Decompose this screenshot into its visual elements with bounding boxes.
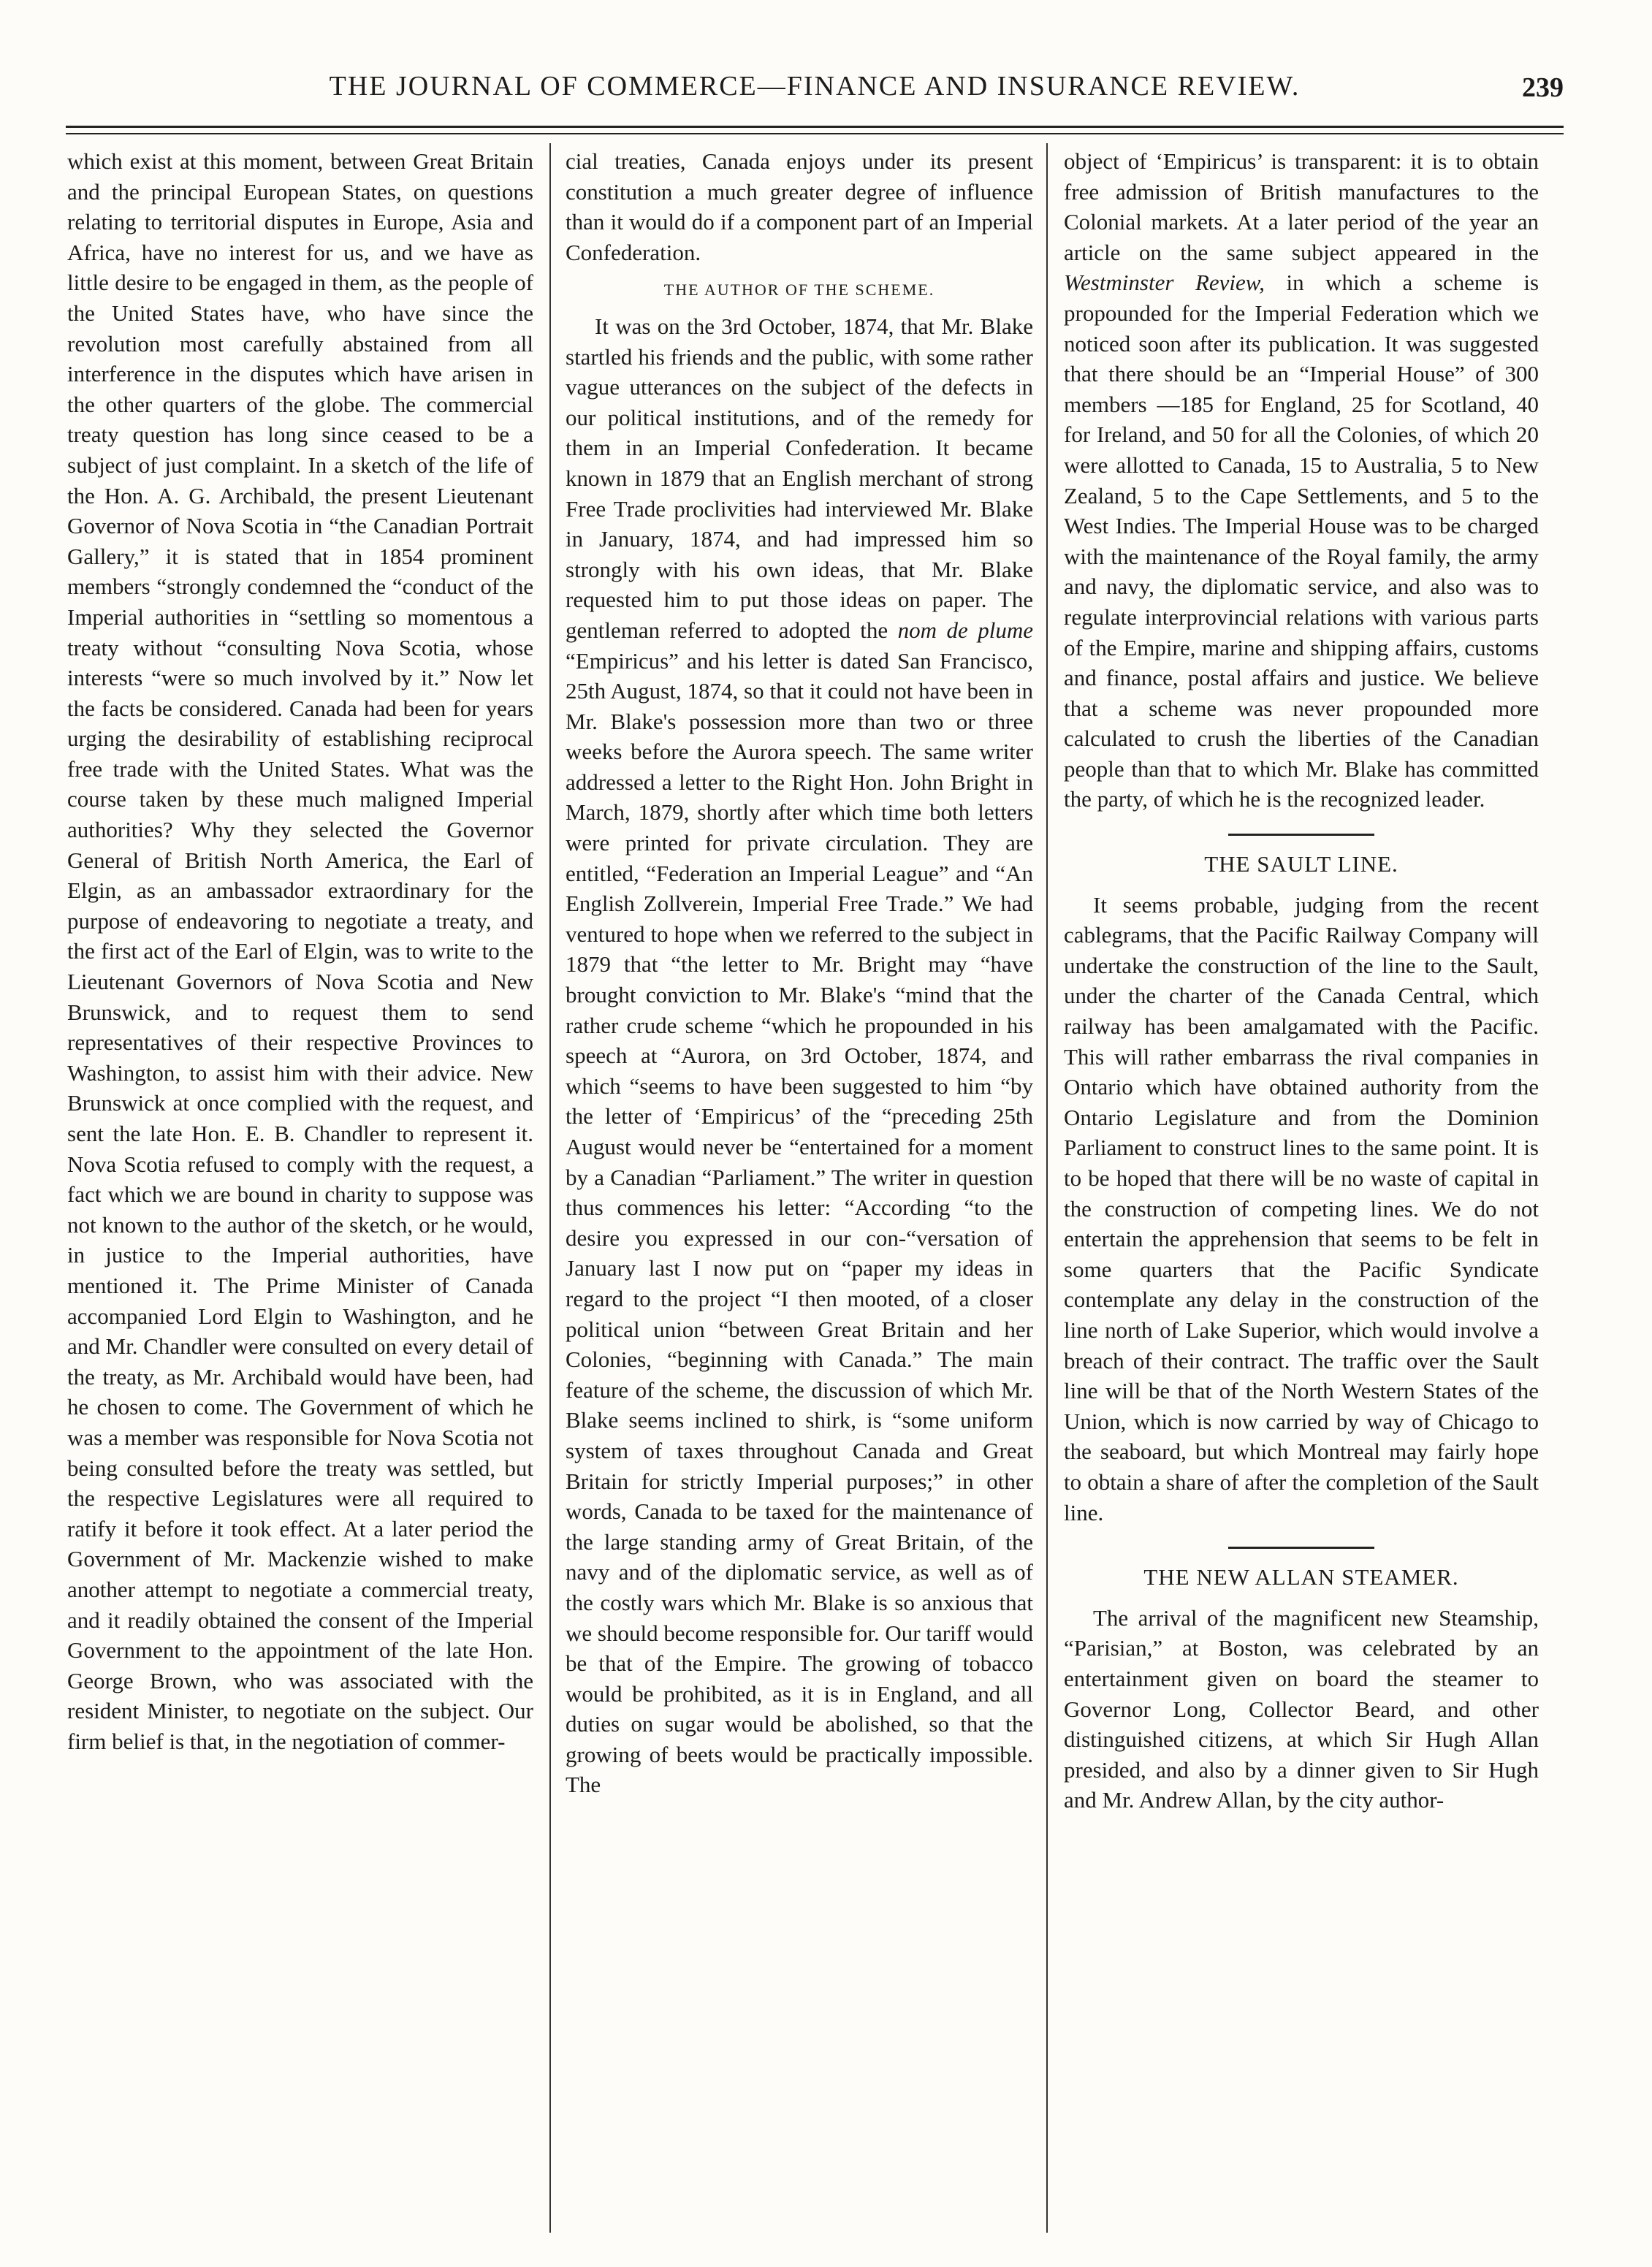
column-2 <box>566 146 1033 2228</box>
section-title-sault-line: THE SAULT LINE. <box>1204 851 1398 877</box>
paragraph-text: object of ‘Empiricus’ is transparent: it is to obtain free admission of British manufactures to the Colonial markets. At a later period of the year an article on the same subject appeared in the <box>1064 148 1539 265</box>
column-1 <box>67 146 533 2228</box>
page-header <box>66 70 1564 114</box>
column-divider-2 <box>1046 143 1048 2233</box>
paragraph-text: “Empiricus” and his letter is dated San Francisco, 25th August, 1874, so that it could not have been in Mr. Blake's possession more than two or three weeks before the Aurora speech. The same writer addressed a letter to the Right Hon. John Bright in March, 1879, shortly after which time both letters were printed for private circulation. They are entitled, “Federation an Imperial League” and “An English Zollverein, Imperial Free Trade.” We had ventured to hope when we referred to the subject in 1879 that “the letter to Mr. Bright may “have brought conviction to Mr. Blake's “mind that the rather crude scheme “which he propounded in his speech at “Aurora, on 3rd October, 1874, and which “seems to have been suggested to him “by the letter of ‘Empiricus’ of the “preceding 25th August would never be “entertained for a moment by a Canadian “Parliament.” The writer in question thus commences his letter: “According “to the desire you expressed in our con-“versation of January last I now put on “paper my ideas in regard to the project “I then mooted, of a closer political union “between Great Britain and her Colonies, “beginning with Canada.” The main feature of the scheme, the discussion of which Mr. Blake seems inclined to shirk, is “some uniform system of taxes throughout Canada and Great Britain for strictly Imperial purposes;” in other words, Canada to be taxed for the maintenance of the large standing army of Great Britain, of the navy and of the diplomatic service, as well as of the costly wars which Mr. Blake is so anxious that we should become responsible for. Our tariff would be that of the Empire. The growing of tobacco would be prohibited, as it is in England, and all duties on sugar would be abolished, so that the growing of beets would be practically impossible. The <box>566 647 1033 1798</box>
paragraph: cial treaties, Canada enjoys under its present constitution a much greater degree of influence than it would do if a component part of an Imperial Confederation. <box>566 148 1033 265</box>
section-title-allan-steamer: THE NEW ALLAN STEAMER. <box>1143 1564 1459 1590</box>
paragraph-text: It was on the 3rd October, 1874, that Mr. Blake startled his friends and the public, with some rather vague utterances on the subject of the defects in our political institutions, and of the remedy for them in an Imperial Confederation. It became known in 1879 that an English merchant of strong Free Trade proclivities had interviewed Mr. Blake in January, 1874, and had impressed him so strongly with his own ideas, that Mr. Blake requested him to put those ideas on paper. The gentleman referred to adopted the <box>566 313 1033 643</box>
column-divider-1 <box>549 143 551 2233</box>
paragraph: It seems probable, judging from the recent cablegrams, that the Pacific Railway Company will undertake the construction of the line to the Sault, under the charter of the Canada Central, which railway has been amalgamated with the Pacific. This will rather embarrass the rival companies in Ontario which have obtained authority from the Ontario Legislature and from the Dominion Parliament to construct lines to the same point. It is to be hoped that there will be no waste of capital in the construction of competing lines. We do not entertain the apprehension that seems to be felt in some quarters that the Pacific Syndicate contemplate any delay in the construction of the line north of Lake Superior, which would involve a breach of their contract. The traffic over the Sault line will be that of the North Western States of the Union, which is now carried by way of Chicago to the seaboard, but which Montreal may fairly hope to obtain a share of after the completion of the Sault line. <box>1064 891 1539 1525</box>
section-divider <box>1228 834 1374 836</box>
paragraph <box>566 311 1033 1800</box>
column-3 <box>1064 146 1539 2228</box>
italic-phrase: nom de plume <box>897 617 1033 643</box>
paragraph: The arrival of the magnificent new Steamship, “Parisian,” at Boston, was celebrated by an entertainment given on board the steamer to Governor Long, Collector Beard, and other distinguished citizens, at which Sir Hugh Allan presided, and also by a dinner given to Sir Hugh and Mr. Andrew Allan, by the city author- <box>1064 1604 1539 1813</box>
header-rule-top <box>66 126 1564 128</box>
paragraph: which exist at this moment, between Great Britain and the principal European States, on questions relating to territorial disputes in Europe, Asia and Africa, have no interest for us, and we have as little desire to be engaged in them, as the people of the United States have, who have since the revolution most carefully abstained from all interference in the disputes which have arisen in the other quarters of the globe. The commercial treaty question has long since ceased to be a subject of just complaint. In a sketch of the life of the Hon. A. G. Archibald, the present Lieutenant Governor of Nova Scotia in “the Canadian Portrait Gallery,” it is stated that in 1854 prominent members “strongly condemned the “conduct of the Imperial authorities in “settling so momentous a treaty without “consulting Nova Scotia, whose interests “were so much involved by it.” Now let the facts be considered. Canada had been for years urging the desirability of establishing reciprocal free trade with the United States. What was the course taken by these much maligned Imperial authorities? Why they selected the Governor General of British North America, the Earl of Elgin, as an ambassador extraordinary for the purpose of endeavoring to negotiate a treaty, and the first act of the Earl of Elgin, was to write to the Lieutenant Governors of Nova Scotia and New Brunswick, and to request them to send representatives of their respective Provinces to Washington, to assist him with their advice. New Brunswick at once complied with the request, and sent the late Hon. E. B. Chandler to represent it. Nova Scotia refused to comply with the request, a fact which we are bound in charity to suppose was not known to the author of the sketch, or he would, in justice to the Imperial authorities, have mentioned it. The Prime Minister of Canada accompanied Lord Elgin to Washington, and he and Mr. Chandler were consulted on every detail of the treaty, as Mr. Archibald would have been, had he chosen to come. The Government of which he was a member was responsible for Nova Scotia not being consulted before the treaty was settled, but the respective Legislatures were all required to ratify it before it took effect. At a later period the Government of Mr. Mackenzie wished to make another attempt to negotiate a commercial treaty, and it readily obtained the consent of the Imperial Government to the appointment of the late Hon. George Brown, who was associated with the resident Minister, to negotiate on the subject. Our firm belief is that, in the negotiation of commer- <box>67 148 533 1754</box>
italic-phrase: Westminster Review, <box>1064 270 1265 296</box>
page-number: 239 <box>1522 72 1564 103</box>
section-divider <box>1228 1547 1374 1549</box>
running-title: THE JOURNAL OF COMMERCE—FINANCE AND INSURANCE REVIEW. <box>329 71 1301 102</box>
header-rule-bottom <box>66 133 1564 134</box>
section-subheading: THE AUTHOR OF THE SCHEME. <box>663 281 935 300</box>
paragraph-text: in which a scheme is propounded for the Imperial Federation which we noticed soon after its publication. It was suggested that there should be an “Imperial House” of 300 members —185 for England, 25 for Scotland, 40 for Ireland, and 50 for all the Colonies, of which 20 were allotted to Canada, 15 to Australia, 5 to New Zealand, 5 to the Cape Settlements, and 5 to the West Indies. The Imperial House was to be charged with the maintenance of the Royal family, the army and navy, the diplomatic service, and also was to regulate interprovincial relations with various parts of the Empire, marine and shipping affairs, customs and finance, postal affairs and justice. We believe that a scheme was never propounded more calculated to crush the liberties of the Canadian people than that to which Mr. Blake has committed the party, of which he is the recognized leader. <box>1064 270 1539 812</box>
paragraph <box>1064 146 1539 815</box>
